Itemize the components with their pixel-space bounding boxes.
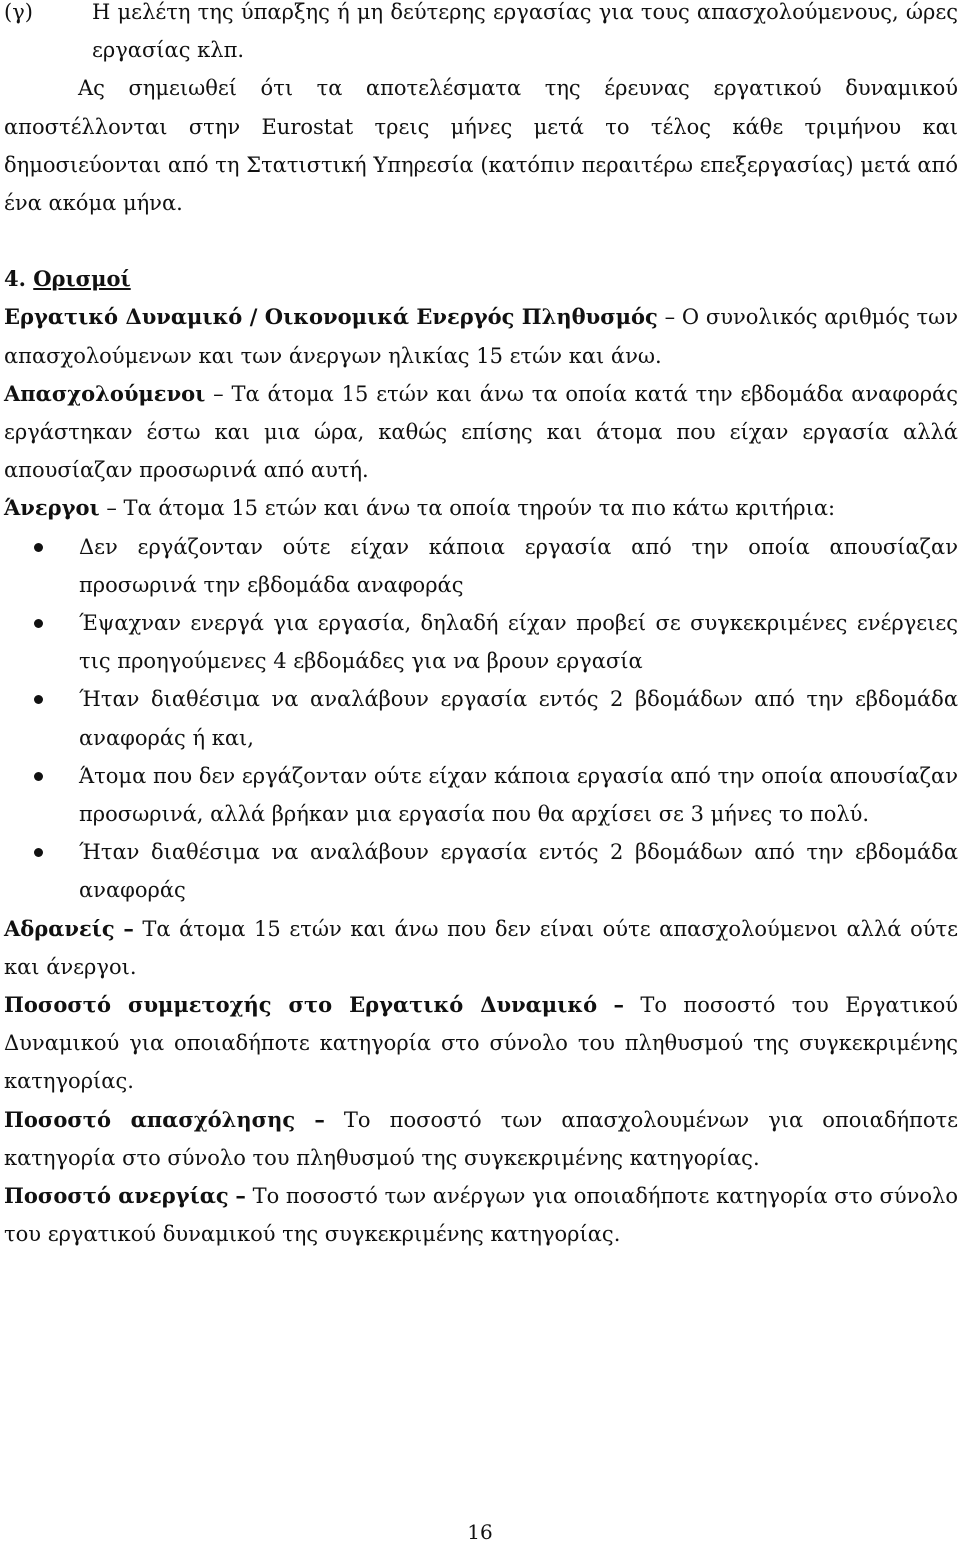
note-paragraph: Ας σημειωθεί ότι τα αποτελέσματα της έρευνας εργατικού δυναμικού αποστέλλονται στην Eurostat τρεις μήνες μετά το τέλος κάθε τριμήνου και δημοσιεύονται από τη Στατιστική Υπηρεσία (κατόπιν περαιτέρω επεξεργασίας) μετά από ένα ακόμα μήνα. — [4, 76, 958, 216]
list-item-text: Έψαχναν ενεργά για εργασία, δηλαδή είχαν προβεί σε συγκεκριμένες ενέργειες τις προηγούμενες 4 εβδομάδες για να βρουν εργασία — [79, 611, 958, 674]
definition-dash: – — [123, 915, 134, 941]
list-item — [4, 833, 958, 909]
list-item — [4, 604, 958, 680]
item-text: Η μελέτη της ύπαρξης ή μη δεύτερης εργασίας για τους απασχολούμενους, ώρες εργασίας κλπ. — [92, 0, 958, 63]
unemployed-criteria-list — [4, 528, 958, 910]
definition-dash: – — [613, 992, 624, 1018]
definition-text: Τα άτομα 15 ετών και άνω που δεν είναι ούτε απασχολούμενοι αλλά ούτε και άνεργοι. — [4, 916, 958, 979]
definition-term: Ποσοστό απασχόλησης — [4, 1106, 296, 1132]
definition-text: Το ποσοστό του Εργατικού Δυναμικού για οποιαδήποτε κατηγορία στο σύνολο του πληθυσμού της συγκεκριμένης κατηγορίας. — [4, 993, 958, 1094]
definition-dash: – — [213, 381, 224, 406]
definition-term: Αδρανείς — [4, 915, 115, 941]
page-content — [4, 0, 958, 1254]
bullet-icon — [34, 848, 43, 857]
definition-employment-rate — [4, 1101, 958, 1177]
bullet-icon — [34, 772, 43, 781]
section-title: Ορισμοί — [33, 266, 131, 292]
list-item — [4, 757, 958, 833]
list-item — [4, 680, 958, 756]
definition-text: Ο συνολικός αριθμός των απασχολούμενων και των άνεργων ηλικίας 15 ετών και άνω. — [4, 305, 958, 368]
definition-term: Εργατικό Δυναμικό / Οικονομικά Ενεργός Πληθυσμός — [4, 304, 658, 330]
bullet-icon — [34, 695, 43, 704]
definition-term: Άνεργοι — [4, 495, 100, 521]
definition-text: Τα άτομα 15 ετών και άνω τα οποία κατά την εβδομάδα αναφοράς εργάστηκαν έστω και μια ώρα, καθώς επίσης και άτομα που είχαν εργασία αλλά απουσίαζαν προσωρινά από αυτή. — [4, 381, 958, 483]
item-label: (γ) — [4, 0, 33, 24]
definition-labour-force — [4, 298, 958, 374]
list-item-text: Δεν εργάζονταν ούτε είχαν κάποια εργασία από την οποία απουσίαζαν προσωρινά την εβδομάδα αναφοράς — [79, 534, 958, 597]
definition-term: Ποσοστό συμμετοχής στο Εργατικό Δυναμικό — [4, 992, 598, 1018]
definition-text: Τα άτομα 15 ετών και άνω τα οποία τηρούν τα πιο κάτω κριτήρια: — [123, 496, 836, 521]
section-number: 4. — [4, 266, 26, 292]
section-heading — [4, 260, 958, 298]
definition-dash: – — [106, 496, 117, 521]
bullet-icon — [34, 619, 43, 628]
definition-unemployed — [4, 489, 958, 527]
definition-dash: – — [314, 1106, 325, 1132]
page-number: 16 — [467, 1520, 493, 1544]
definition-dash: – — [664, 305, 676, 330]
definition-inactive — [4, 910, 958, 986]
definition-term: Απασχολούμενοι — [4, 380, 206, 406]
definition-text: Το ποσοστό των ανέργων για οποιαδήποτε κατηγορία στο σύνολο του εργατικού δυναμικού της συγκεκριμένης κατηγορίας. — [4, 1184, 958, 1247]
bullet-icon — [34, 543, 43, 552]
definition-participation-rate — [4, 986, 958, 1101]
definition-employed — [4, 375, 958, 490]
list-item-text: Ήταν διαθέσιμα να αναλάβουν εργασία εντός 2 βδομάδων από την εβδομάδα αναφοράς ή και, — [79, 687, 958, 750]
list-item-text: Ήταν διαθέσιμα να αναλάβουν εργασία εντός 2 βδομάδων από την εβδομάδα αναφοράς — [79, 840, 958, 903]
list-item — [4, 528, 958, 604]
definition-term: Ποσοστό ανεργίας — [4, 1183, 229, 1209]
list-item-g — [4, 0, 958, 69]
definition-unemployment-rate — [4, 1177, 958, 1253]
definition-dash: – — [235, 1183, 246, 1209]
list-item-text: Άτομα που δεν εργάζονταν ούτε είχαν κάποια εργασία από την οποία απουσίαζαν προσωρινά, αλλά βρήκαν μια εργασία που θα αρχίσει σε 3 μήνες το πολύ. — [79, 763, 958, 827]
definition-text: Το ποσοστό των απασχολουμένων για οποιαδήποτε κατηγορία στο σύνολο του πληθυσμού της συγκεκριμένης κατηγορίας. — [4, 1107, 958, 1170]
